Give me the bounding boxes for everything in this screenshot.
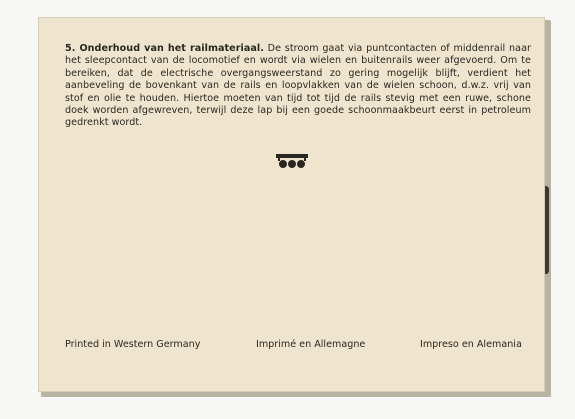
locomotive-wheels-icon <box>275 153 309 169</box>
section-heading: 5. Onderhoud van het railmateriaal. <box>65 43 264 54</box>
maintenance-paragraph <box>65 43 531 130</box>
footer-printed-spanish: Impreso en Alemania <box>420 339 522 350</box>
booklet-page <box>38 17 545 392</box>
section-body: De stroom gaat via puntcontacten of middenrail naar het sleepcontact van de locomotief en wordt via wielen en buitenrails weer afgevoerd. Om te bereiken, dat de electrische overgangsweerstand zo gering mogelijk blijft, verdient het aanbeveling de bovenkant van de rails en loopvlakken van de wielen schoon, d.w.z. vrij van stof en olie te houden. Hiertoe moeten van tijd tot tijd de rails stevig met een ruwe, schone doek worden afgewreven, terwijl deze lap bij een goede schoonmaakbeurt eerst in petroleum gedrenkt wordt. <box>65 43 531 129</box>
footer-printed-french: Imprimé en Allemagne <box>256 339 366 350</box>
footer-printed-english: Printed in Western Germany <box>65 339 201 350</box>
